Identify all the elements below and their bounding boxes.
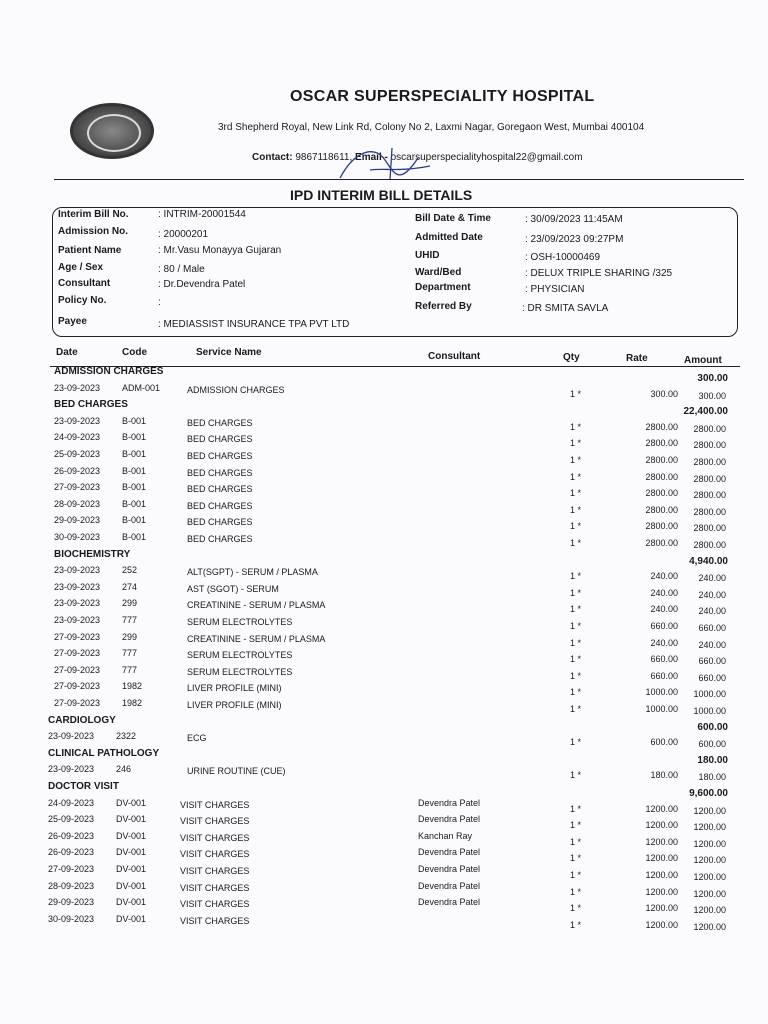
row-code: B-001: [122, 498, 147, 509]
row-date: 27-09-2023: [54, 631, 101, 642]
bill-title: IPD INTERIM BILL DETAILS: [290, 187, 473, 203]
col-header-amount: Amount: [684, 355, 722, 366]
admitted-date-value: : 23/09/2023 09:27PM: [525, 234, 624, 245]
row-date: 23-09-2023: [54, 382, 101, 393]
row-rate: 2800.00: [645, 438, 678, 449]
row-amount: 1200.00: [693, 822, 726, 833]
col-header-qty: Qty: [563, 352, 580, 363]
row-rate: 1000.00: [645, 704, 678, 714]
row-date: 23-09-2023: [54, 565, 101, 576]
row-date: 23-09-2023: [48, 731, 95, 742]
row-consultant: Devendra Patel: [418, 814, 481, 825]
row-amount: 1200.00: [693, 872, 726, 882]
section-heading: ADMISSION CHARGES: [54, 366, 164, 377]
row-amount: 240.00: [698, 589, 726, 600]
bill-date-value: : 30/09/2023 11:45AM: [525, 214, 623, 225]
hospital-address: 3rd Shepherd Royal, New Link Rd, Colony No 2, Laxmi Nagar, Goregaon West, Mumbai 400104: [218, 122, 645, 133]
row-code: B-001: [122, 415, 147, 426]
row-qty: 1 *: [570, 820, 582, 831]
row-qty: 1 *: [570, 521, 582, 532]
row-date: 27-09-2023: [54, 698, 101, 708]
row-rate: 2800.00: [645, 455, 678, 465]
row-rate: 660.00: [650, 654, 678, 665]
row-rate: 1200.00: [645, 870, 678, 880]
row-service: ALT(SGPT) - SERUM / PLASMA: [187, 567, 318, 578]
row-qty: 1 *: [570, 704, 582, 714]
row-code: 777: [122, 664, 138, 675]
row-qty: 1 *: [570, 803, 582, 814]
row-qty: 1 *: [570, 670, 582, 681]
row-date: 30-09-2023: [48, 913, 95, 924]
contact-label: Contact:: [252, 152, 293, 163]
row-qty: 1 *: [570, 637, 582, 648]
section-total: 22,400.00: [683, 406, 728, 418]
row-code: DV-001: [116, 847, 147, 858]
row-code: ADM-001: [122, 382, 161, 393]
row-consultant: Devendra Patel: [418, 880, 481, 891]
admission-no-value: : 20000201: [158, 229, 209, 240]
row-amount: 600.00: [698, 739, 726, 750]
row-rate: 180.00: [650, 770, 678, 781]
row-date: 24-09-2023: [54, 432, 101, 443]
section-heading: BIOCHEMISTRY: [54, 548, 131, 560]
row-rate: 1200.00: [645, 820, 678, 831]
row-amount: 660.00: [698, 656, 726, 667]
row-code: 252: [122, 565, 138, 576]
row-date: 26-09-2023: [54, 465, 101, 476]
patient-name-label: Patient Name: [58, 245, 122, 256]
row-service: BED CHARGES: [187, 484, 253, 495]
row-rate: 2800.00: [645, 504, 678, 515]
row-amount: 180.00: [698, 772, 726, 783]
row-service: BED CHARGES: [187, 434, 253, 445]
col-header-consultant: Consultant: [428, 351, 481, 362]
col-header-code: Code: [122, 347, 147, 358]
row-amount: 2800.00: [693, 473, 726, 484]
row-date: 29-09-2023: [48, 897, 95, 908]
section-total: 180.00: [697, 754, 728, 766]
age-sex-label: Age / Sex: [58, 262, 104, 273]
row-amount: 2800.00: [693, 440, 726, 451]
row-rate: 240.00: [650, 604, 678, 615]
row-date: 30-09-2023: [54, 532, 101, 542]
consultant-value: : Dr.Devendra Patel: [158, 279, 246, 290]
row-amount: 660.00: [698, 672, 726, 683]
row-service: VISIT CHARGES: [180, 849, 250, 860]
section-total: 9,600.00: [689, 788, 728, 799]
row-qty: 1 *: [570, 903, 582, 914]
hospital-name: OSCAR SUPERSPECIALITY HOSPITAL: [290, 88, 595, 105]
age-sex-value: : 80 / Male: [158, 264, 205, 275]
row-service: LIVER PROFILE (MINI): [187, 683, 282, 694]
admission-no-label: Admission No.: [58, 226, 129, 237]
row-date: 23-09-2023: [54, 615, 101, 625]
ward-bed-value: : DELUX TRIPLE SHARING /325: [525, 268, 673, 279]
row-rate: 660.00: [650, 670, 678, 681]
col-header-service: Service Name: [196, 347, 262, 358]
row-code: B-001: [122, 482, 147, 493]
patient-name-value: : Mr.Vasu Monayya Gujaran: [158, 245, 282, 256]
row-code: 777: [122, 648, 138, 659]
referred-by-value: : DR SMITA SAVLA: [522, 303, 609, 314]
row-qty: 1 *: [570, 604, 582, 615]
row-date: 23-09-2023: [54, 581, 101, 592]
row-qty: 1 *: [570, 488, 582, 499]
row-amount: 2800.00: [693, 523, 726, 534]
row-qty: 1 *: [570, 571, 582, 582]
payee-value: : MEDIASSIST INSURANCE TPA PVT LTD: [158, 319, 350, 330]
row-qty: 1 *: [570, 621, 582, 631]
row-date: 24-09-2023: [48, 797, 95, 808]
row-code: 299: [122, 631, 138, 642]
row-service: VISIT CHARGES: [180, 915, 250, 926]
section-heading: DOCTOR VISIT: [48, 781, 119, 792]
row-date: 25-09-2023: [54, 449, 101, 459]
row-rate: 1200.00: [645, 919, 678, 930]
row-date: 27-09-2023: [54, 648, 101, 659]
row-rate: 600.00: [650, 737, 678, 748]
row-amount: 1000.00: [693, 689, 726, 700]
row-service: VISIT CHARGES: [180, 816, 250, 827]
row-service: BED CHARGES: [187, 500, 253, 511]
row-amount: 300.00: [698, 390, 726, 401]
row-consultant: Devendra Patel: [418, 864, 481, 874]
row-rate: 240.00: [650, 637, 678, 648]
row-code: DV-001: [116, 880, 147, 891]
contact-phone: 9867118611,: [295, 152, 353, 163]
row-date: 27-09-2023: [54, 664, 101, 675]
row-code: DV-001: [116, 797, 147, 808]
uhid-value: : OSH-10000469: [525, 252, 601, 263]
row-service: SERUM ELECTROLYTES: [187, 650, 293, 661]
row-date: 23-09-2023: [48, 764, 95, 775]
payee-label: Payee: [58, 316, 87, 327]
row-code: 274: [122, 581, 138, 592]
row-amount: 240.00: [698, 573, 726, 584]
referred-by-label: Referred By: [415, 301, 472, 312]
row-rate: 1200.00: [645, 803, 678, 814]
section-total: 4,940.00: [689, 555, 728, 567]
row-code: 2322: [116, 731, 137, 742]
uhid-label: UHID: [415, 250, 440, 261]
row-service: ADMISSION CHARGES: [187, 384, 285, 395]
row-consultant: Devendra Patel: [418, 897, 481, 908]
row-rate: 240.00: [650, 571, 678, 582]
row-qty: 1 *: [570, 870, 582, 880]
row-rate: 2800.00: [645, 421, 678, 432]
row-qty: 1 *: [570, 504, 582, 515]
row-consultant: Kanchan Ray: [418, 830, 473, 841]
row-code: 1982: [122, 698, 143, 708]
row-rate: 300.00: [650, 388, 678, 399]
row-qty: 1 *: [570, 836, 582, 847]
row-amount: 1000.00: [693, 706, 726, 716]
row-code: B-001: [122, 449, 147, 459]
department-label: Department: [415, 282, 471, 293]
email-label: Email -: [355, 152, 388, 163]
col-header-date: Date: [56, 347, 78, 358]
row-service: VISIT CHARGES: [180, 832, 250, 843]
row-rate: 2800.00: [645, 488, 678, 499]
row-consultant: Devendra Patel: [418, 847, 481, 858]
row-code: B-001: [122, 465, 147, 476]
row-rate: 240.00: [650, 587, 678, 598]
section-total: 600.00: [697, 721, 728, 733]
row-date: 26-09-2023: [48, 847, 95, 858]
row-date: 27-09-2023: [54, 681, 101, 692]
interim-bill-no-label: Interim Bill No.: [58, 209, 129, 220]
row-service: VISIT CHARGES: [180, 799, 250, 810]
row-qty: 1 *: [570, 770, 582, 781]
row-date: 27-09-2023: [54, 482, 101, 493]
row-qty: 1 *: [570, 919, 582, 930]
row-rate: 2800.00: [645, 538, 678, 548]
row-code: DV-001: [116, 864, 147, 874]
row-date: 29-09-2023: [54, 515, 101, 526]
row-code: DV-001: [116, 830, 147, 841]
row-qty: 1 *: [570, 455, 582, 465]
row-amount: 1200.00: [693, 888, 726, 899]
row-qty: 1 *: [570, 421, 582, 432]
row-rate: 2800.00: [645, 521, 678, 532]
row-qty: 1 *: [570, 853, 582, 864]
row-qty: 1 *: [570, 587, 582, 598]
row-service: CREATININE - SERUM / PLASMA: [187, 633, 326, 644]
policy-no-label: Policy No.: [58, 295, 107, 306]
row-service: BED CHARGES: [187, 417, 253, 428]
interim-bill-no-value: : INTRIM-20001544: [158, 209, 246, 220]
row-service: VISIT CHARGES: [180, 882, 250, 893]
row-date: 25-09-2023: [48, 814, 95, 825]
row-code: 246: [116, 764, 132, 775]
row-service: LIVER PROFILE (MINI): [187, 700, 282, 710]
section-heading: CLINICAL PATHOLOGY: [48, 747, 160, 759]
row-amount: 2800.00: [693, 490, 726, 501]
row-service: CREATININE - SERUM / PLASMA: [187, 600, 326, 611]
row-amount: 660.00: [698, 623, 726, 633]
row-amount: 1200.00: [693, 905, 726, 916]
admitted-date-label: Admitted Date: [415, 232, 483, 243]
row-service: BED CHARGES: [187, 517, 253, 528]
row-date: 26-09-2023: [48, 830, 95, 841]
row-rate: 1200.00: [645, 903, 678, 914]
row-qty: 1 *: [570, 687, 582, 698]
row-amount: 1200.00: [693, 855, 726, 866]
row-rate: 660.00: [650, 621, 678, 631]
row-rate: 1200.00: [645, 886, 678, 897]
row-code: B-001: [122, 432, 147, 443]
row-date: 28-09-2023: [54, 498, 101, 509]
row-amount: 240.00: [698, 639, 726, 650]
row-code: DV-001: [116, 897, 147, 908]
row-service: VISIT CHARGES: [180, 899, 250, 910]
row-service: AST (SGOT) - SERUM: [187, 583, 279, 594]
row-code: 1982: [122, 681, 143, 692]
row-consultant: Devendra Patel: [418, 797, 481, 808]
section-heading: CARDIOLOGY: [48, 714, 116, 726]
row-amount: 2800.00: [693, 423, 726, 434]
row-date: 23-09-2023: [54, 598, 101, 609]
row-qty: 1 *: [570, 471, 582, 482]
row-date: 23-09-2023: [54, 415, 101, 426]
row-amount: 1200.00: [693, 805, 726, 816]
row-code: B-001: [122, 532, 147, 542]
section-total: 300.00: [697, 373, 728, 384]
row-code: DV-001: [116, 913, 147, 924]
row-service: BED CHARGES: [187, 451, 253, 461]
section-heading: BED CHARGES: [54, 399, 128, 411]
bill-date-label: Bill Date & Time: [415, 213, 491, 224]
row-amount: 2800.00: [693, 540, 726, 550]
row-rate: 1000.00: [645, 687, 678, 698]
row-amount: 1200.00: [693, 921, 726, 932]
row-qty: 1 *: [570, 388, 582, 399]
row-service: BED CHARGES: [187, 467, 253, 478]
row-qty: 1 *: [570, 438, 582, 449]
row-rate: 2800.00: [645, 471, 678, 482]
row-code: DV-001: [116, 814, 147, 825]
row-amount: 1200.00: [693, 838, 726, 849]
contact-email: oscarsuperspecialityhospital22@gmail.com: [390, 152, 583, 163]
row-service: VISIT CHARGES: [180, 866, 250, 876]
row-date: 27-09-2023: [48, 864, 95, 874]
row-amount: 2800.00: [693, 457, 726, 467]
row-rate: 1200.00: [645, 853, 678, 864]
row-service: ECG: [187, 733, 207, 744]
row-service: SERUM ELECTROLYTES: [187, 617, 293, 627]
row-qty: 1 *: [570, 538, 582, 548]
row-service: SERUM ELECTROLYTES: [187, 666, 293, 677]
ward-bed-label: Ward/Bed: [415, 267, 462, 278]
row-amount: 2800.00: [693, 506, 726, 517]
row-code: 777: [122, 615, 138, 625]
consultant-label: Consultant: [58, 278, 111, 289]
policy-no-value: :: [158, 297, 161, 308]
col-header-rate: Rate: [626, 353, 648, 364]
row-service: URINE ROUTINE (CUE): [187, 766, 286, 777]
department-value: : PHYSICIAN: [525, 284, 585, 295]
row-amount: 240.00: [698, 606, 726, 617]
row-date: 28-09-2023: [48, 880, 95, 891]
row-code: 299: [122, 598, 138, 609]
row-rate: 1200.00: [645, 836, 678, 847]
row-qty: 1 *: [570, 886, 582, 897]
row-qty: 1 *: [570, 654, 582, 665]
row-qty: 1 *: [570, 737, 582, 748]
row-service: BED CHARGES: [187, 534, 253, 544]
row-code: B-001: [122, 515, 147, 526]
